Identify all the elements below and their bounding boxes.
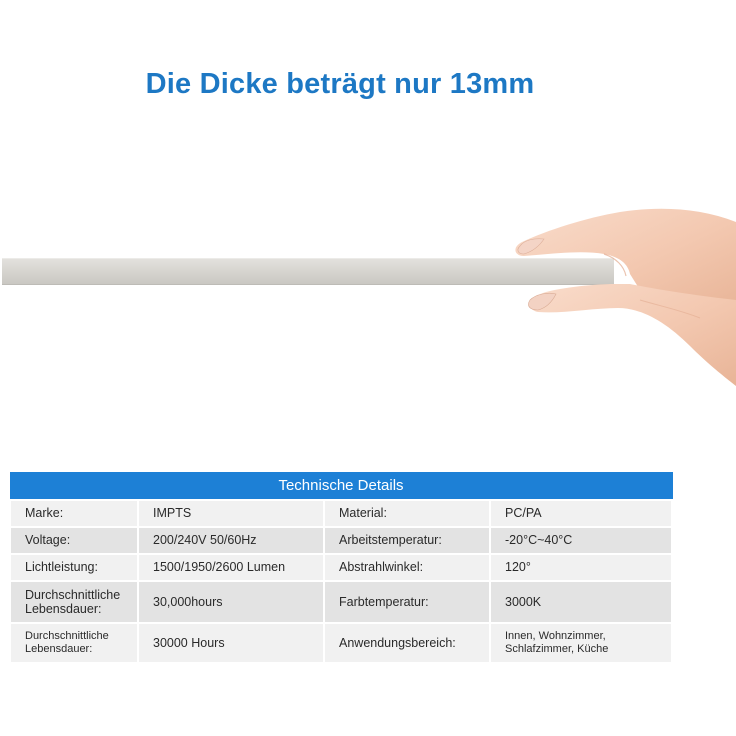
headline: Die Dicke beträgt nur 13mm [145,68,535,100]
spec-label: Durchschnittliche Lebensdauer: [10,581,138,623]
spec-value: -20°C~40°C [490,527,672,554]
spec-value: IMPTS [138,500,324,527]
spec-value: PC/PA [490,500,672,527]
spec-label: Anwendungsbereich: [324,623,490,663]
spec-value: 120° [490,554,672,581]
spec-value: 30000 Hours [138,623,324,663]
spec-value: Innen, Wohnzimmer, Schlafzimmer, Küche [490,623,672,663]
spec-table-header: Technische Details [10,473,672,500]
spec-value: 200/240V 50/60Hz [138,527,324,554]
table-row [10,527,672,554]
spec-value: 1500/1950/2600 Lumen [138,554,324,581]
table-row [10,500,672,527]
table-row [10,623,672,663]
table-row [10,581,672,623]
spec-value: 3000K [490,581,672,623]
spec-label: Lichtleistung: [10,554,138,581]
product-photo [0,150,736,410]
spec-label: Abstrahlwinkel: [324,554,490,581]
led-panel-edge [2,258,614,285]
spec-value: 30,000hours [138,581,324,623]
spec-label: Arbeitstemperatur: [324,527,490,554]
table-row [10,554,672,581]
spec-label: Voltage: [10,527,138,554]
spec-label: Farbtemperatur: [324,581,490,623]
spec-label: Material: [324,500,490,527]
spec-label: Durchschnittliche Lebensdauer: [10,623,138,663]
hand-illustration [515,209,736,386]
spec-table [9,472,673,664]
spec-label: Marke: [10,500,138,527]
